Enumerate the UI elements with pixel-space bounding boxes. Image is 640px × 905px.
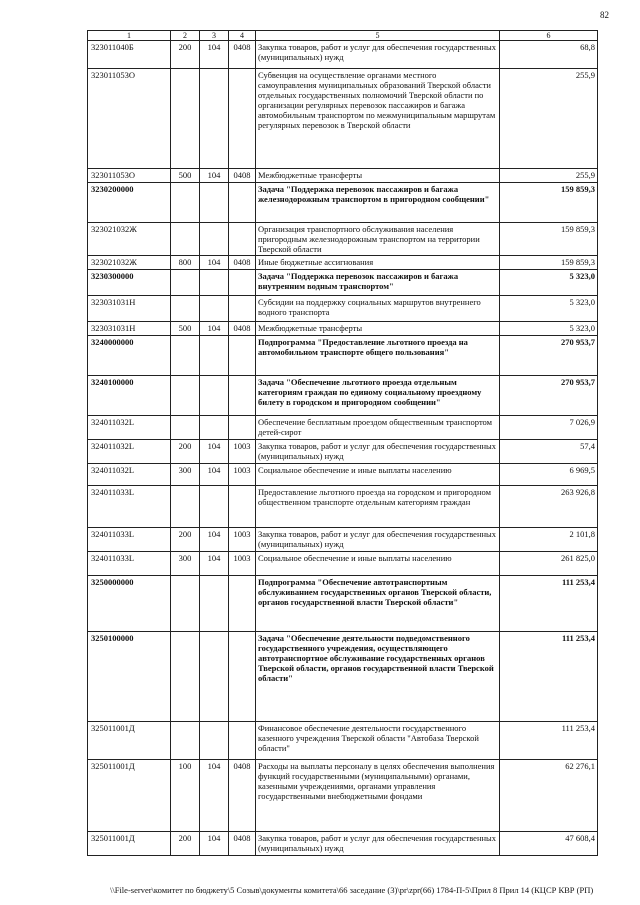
item-name: Финансовое обеспечение деятельности государственного казенного учреждения Тверской области "Автобаза Тверской области" [256,722,500,760]
table-row [88,440,598,464]
column-header: 3 [200,31,229,41]
amount: 159 859,3 [500,256,598,270]
section: 104 [200,440,229,464]
expense-type [171,416,200,440]
subsection: 0408 [229,832,256,856]
item-name: Задача "Обеспечение деятельности подведомственного государственного учреждения, осуществляющего автотранспортное обслуживание государственных органов Тверской области, органов государственной власти Тверской области" [256,632,500,722]
amount: 47 608,4 [500,832,598,856]
column-header: 4 [229,31,256,41]
item-name: Социальное обеспечение и иные выплаты населению [256,464,500,486]
item-name: Субвенция на осуществление органами местного самоуправления муниципальных образований Тверской области отдельных государственных полномочий Тверской области по организации регулярных перевозок пассажиров и багажа автомобильным транспортом по межмуниципальным маршрутам регулярных перевозок в Тверской области [256,69,500,169]
section [200,69,229,169]
budget-code: 3230300000 [88,270,171,296]
expense-type [171,336,200,376]
table-row [88,832,598,856]
subsection [229,183,256,223]
section: 104 [200,464,229,486]
subsection: 1003 [229,528,256,552]
amount: 111 253,4 [500,722,598,760]
section: 104 [200,528,229,552]
table-row [88,223,598,256]
budget-code: 323011053О [88,69,171,169]
item-name: Подпрограмма "Обеспечение автотранспортным обслуживанием государственных органов Тверской области, органов государственной власти Тверской области" [256,576,500,632]
budget-code: 324011033L [88,528,171,552]
expense-type [171,576,200,632]
subsection [229,270,256,296]
section [200,336,229,376]
section: 104 [200,832,229,856]
subsection: 0408 [229,169,256,183]
section [200,270,229,296]
subsection [229,376,256,416]
expense-type [171,223,200,256]
subsection: 0408 [229,256,256,270]
expense-type: 500 [171,169,200,183]
subsection [229,223,256,256]
expense-type [171,69,200,169]
expense-type [171,183,200,223]
item-name: Организация транспортного обслуживания населения пригородным железнодорожным транспортом на территории Тверской области [256,223,500,256]
item-name: Задача "Обеспечение льготного проезда отдельным категориям граждан по единому социальному проездному билету в городском и пригородном сообщении" [256,376,500,416]
budget-code: 325011001Д [88,722,171,760]
amount: 5 323,0 [500,270,598,296]
subsection: 0408 [229,760,256,832]
budget-code: 3230200000 [88,183,171,223]
item-name: Социальное обеспечение и иные выплаты населению [256,552,500,576]
budget-code: 323011040Б [88,41,171,69]
table-row [88,632,598,722]
item-name: Закупка товаров, работ и услуг для обеспечения государственных (муниципальных) нужд [256,41,500,69]
section [200,223,229,256]
subsection [229,722,256,760]
subsection: 1003 [229,440,256,464]
expense-type [171,722,200,760]
amount: 270 953,7 [500,336,598,376]
section [200,296,229,322]
table-row [88,552,598,576]
column-header: 2 [171,31,200,41]
amount: 5 323,0 [500,296,598,322]
subsection [229,416,256,440]
table-row [88,376,598,416]
table-row [88,41,598,69]
footer-file-path: \\File-server\комитет по бюджету\5 Созыв\документы комитета\66 заседание (3)\pr\zpr(66) 1784-П-5\Прил 8 Прил 14 (КЦСР КВР (РП) [110,885,594,895]
expense-type: 200 [171,440,200,464]
table-row [88,296,598,322]
budget-code: 324011032L [88,464,171,486]
budget-code: 323031031Н [88,322,171,336]
amount: 159 859,3 [500,223,598,256]
budget-code: 323031031Н [88,296,171,322]
expense-type: 800 [171,256,200,270]
table-row [88,69,598,169]
budget-code: 323021032Ж [88,223,171,256]
amount: 263 926,8 [500,486,598,528]
table-row [88,270,598,296]
section: 104 [200,322,229,336]
subsection: 0408 [229,41,256,69]
budget-code: 3240100000 [88,376,171,416]
table-row [88,528,598,552]
subsection [229,632,256,722]
item-name: Задача "Поддержка перевозок пассажиров и багажа внутренним водным транспортом" [256,270,500,296]
table-row [88,256,598,270]
subsection [229,69,256,169]
amount: 7 026,9 [500,416,598,440]
subsection [229,336,256,376]
budget-code: 3250100000 [88,632,171,722]
expense-type: 100 [171,760,200,832]
item-name: Подпрограмма "Предоставление льготного проезда на автомобильном транспорте общего пользования" [256,336,500,376]
item-name: Межбюджетные трансферты [256,322,500,336]
expense-type: 200 [171,41,200,69]
item-name: Закупка товаров, работ и услуг для обеспечения государственных (муниципальных) нужд [256,440,500,464]
budget-code: 3240000000 [88,336,171,376]
expense-type [171,632,200,722]
section: 104 [200,256,229,270]
expense-type: 200 [171,528,200,552]
item-name: Межбюджетные трансферты [256,169,500,183]
amount: 68,8 [500,41,598,69]
subsection: 1003 [229,552,256,576]
table-row [88,416,598,440]
expense-type: 500 [171,322,200,336]
table-row [88,336,598,376]
item-name: Обеспечение бесплатным проездом общественным транспортом детей-сирот [256,416,500,440]
column-header: 5 [256,31,500,41]
table-row [88,464,598,486]
budget-code: 323011053О [88,169,171,183]
amount: 261 825,0 [500,552,598,576]
amount: 57,4 [500,440,598,464]
expense-type [171,270,200,296]
budget-code: 324011032L [88,416,171,440]
amount: 111 253,4 [500,632,598,722]
budget-table [87,30,598,856]
budget-code: 323021032Ж [88,256,171,270]
subsection [229,486,256,528]
budget-code: 3250000000 [88,576,171,632]
expense-type [171,486,200,528]
table-row [88,576,598,632]
column-header: 1 [88,31,171,41]
amount: 255,9 [500,169,598,183]
item-name: Расходы на выплаты персоналу в целях обеспечения выполнения функций государственными (муниципальными) органами, казенными учреждениями, органами управления государственными внебюджетными фондами [256,760,500,832]
table-row [88,322,598,336]
budget-code: 324011032L [88,440,171,464]
expense-type: 200 [171,832,200,856]
item-name: Задача "Поддержка перевозок пассажиров и багажа железнодорожным транспортом в пригородном сообщении" [256,183,500,223]
column-header: 6 [500,31,598,41]
section [200,376,229,416]
table-row [88,486,598,528]
amount: 6 969,5 [500,464,598,486]
table-row [88,760,598,832]
budget-code: 324011033L [88,486,171,528]
item-name: Закупка товаров, работ и услуг для обеспечения государственных (муниципальных) нужд [256,528,500,552]
table-header-row [88,31,598,41]
amount: 5 323,0 [500,322,598,336]
page-number: 82 [600,10,609,20]
amount: 62 276,1 [500,760,598,832]
section [200,183,229,223]
amount: 270 953,7 [500,376,598,416]
amount: 159 859,3 [500,183,598,223]
budget-code: 325011001Д [88,832,171,856]
section [200,416,229,440]
expense-type: 300 [171,552,200,576]
table-row [88,183,598,223]
item-name: Предоставление льготного проезда на городском и пригородном общественном транспорте отдельным категориям граждан [256,486,500,528]
subsection [229,296,256,322]
subsection: 1003 [229,464,256,486]
expense-type: 300 [171,464,200,486]
expense-type [171,376,200,416]
amount: 2 101,8 [500,528,598,552]
section [200,486,229,528]
expense-type [171,296,200,322]
item-name: Субсидии на поддержку социальных маршрутов внутреннего водного транспорта [256,296,500,322]
section: 104 [200,552,229,576]
section: 104 [200,169,229,183]
section: 104 [200,760,229,832]
table-row [88,722,598,760]
budget-code: 325011001Д [88,760,171,832]
section [200,576,229,632]
item-name: Иные бюджетные ассигнования [256,256,500,270]
subsection [229,576,256,632]
amount: 111 253,4 [500,576,598,632]
amount: 255,9 [500,69,598,169]
subsection: 0408 [229,322,256,336]
section [200,632,229,722]
section [200,722,229,760]
item-name: Закупка товаров, работ и услуг для обеспечения государственных (муниципальных) нужд [256,832,500,856]
budget-code: 324011033L [88,552,171,576]
section: 104 [200,41,229,69]
table-row [88,169,598,183]
